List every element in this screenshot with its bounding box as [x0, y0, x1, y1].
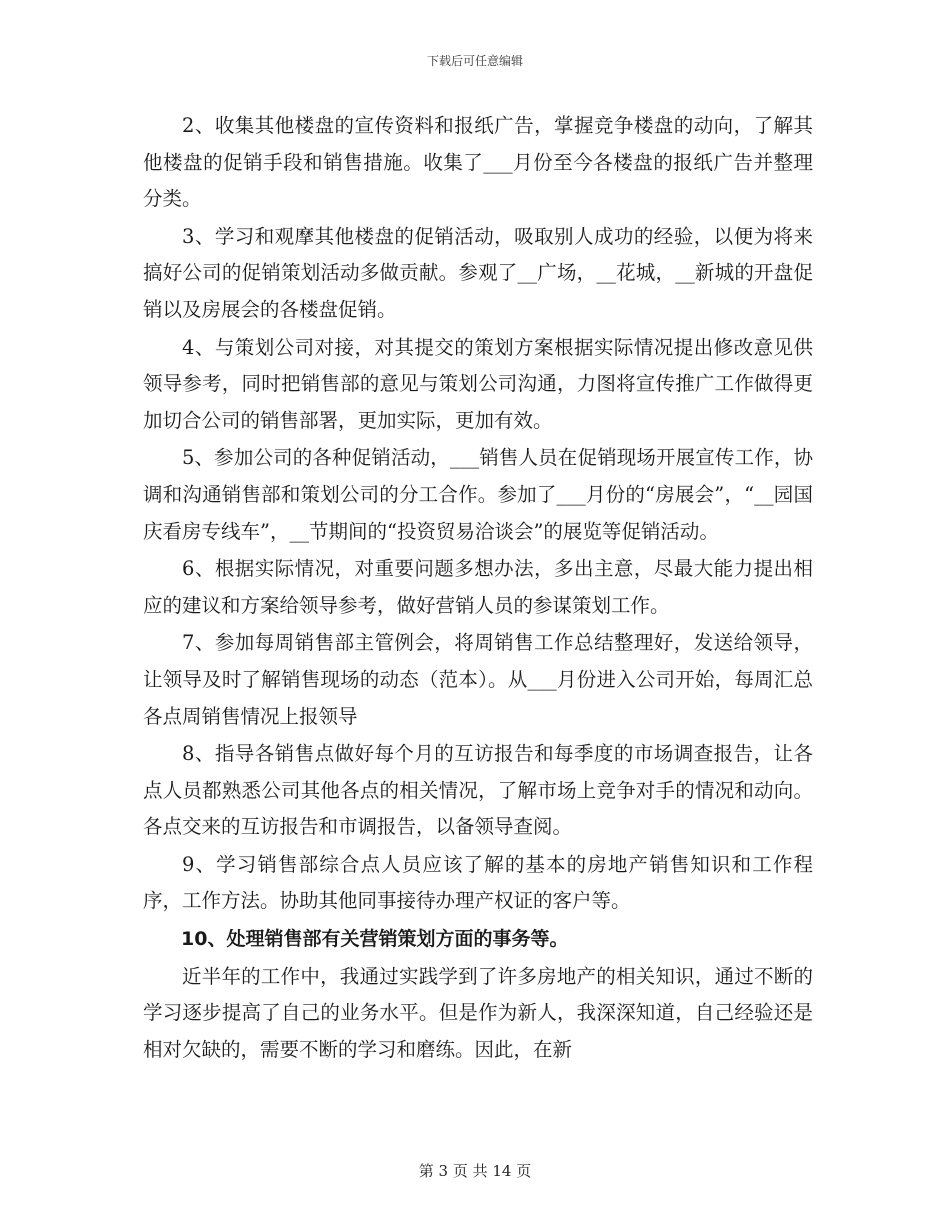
paragraph-item-5: 5、参加公司的各种促销活动，___销售人员在促销现场开展宣传工作，协调和沟通销售部和策划公司的分工合作。参加了___月份的“房展会”，“__园国庆看房专线车”，__节期间的“投资贸易洽谈会”的展览等促销活动。 — [143, 446, 813, 543]
paragraph-item-7: 7、参加每周销售部主管例会，将周销售工作总结整理好，发送给领导，让领导及时了解销售现场的动态（范本）。从___月份进入公司开始，每周汇总各点周销售情况上报领导 — [143, 631, 813, 728]
paragraph-item-2: 2、收集其他楼盘的宣传资料和报纸广告，掌握竞争楼盘的动向，了解其他楼盘的促销手段和销售措施。收集了___月份至今各楼盘的报纸广告并整理分类。 — [143, 114, 813, 211]
document-body — [143, 108, 813, 1069]
paragraph-item-9: 9、学习销售部综合点人员应该了解的基本的房地产销售知识和工作程序，工作方法。协助其他同事接待办理产权证的客户等。 — [143, 852, 813, 913]
closing-paragraph: 近半年的工作中，我通过实践学到了许多房地产的相关知识，通过不断的学习逐步提高了自己的业务水平。但是作为新人，我深深知道，自己经验还是相对欠缺的，需要不断的学习和磨练。因此，在新 — [143, 964, 813, 1061]
paragraph-item-4: 4、与策划公司对接，对其提交的策划方案根据实际情况提出修改意见供领导参考，同时把销售部的意见与策划公司沟通，力图将宣传推广工作做得更加切合公司的销售部署，更加实际，更加有效。 — [143, 335, 813, 432]
page-header-note: 下载后可任意编辑 — [426, 54, 523, 68]
paragraph-item-8: 8、指导各销售点做好每个月的互访报告和每季度的市场调查报告，让各点人员都熟悉公司其他各点的相关情况，了解市场上竞争对手的情况和动向。各点交来的互访报告和市调报告，以备领导查阅。 — [143, 742, 813, 839]
paragraph-item-6: 6、根据实际情况，对重要问题多想办法，多出主意，尽最大能力提出相应的建议和方案给领导参考，做好营销人员的参谋策划工作。 — [143, 557, 813, 617]
paragraph-item-10-bold: 10、处理销售部有关营销策划方面的事务等。 — [181, 928, 569, 951]
paragraph-item-3: 3、学习和观摩其他楼盘的促销活动，吸取别人成功的经验，以便为将来搞好公司的促销策划活动多做贡献。参观了__广场，__花城，__新城的开盘促销以及房展会的各楼盘促销。 — [143, 224, 813, 321]
page-number-footer: 第 3 页 共 14 页 — [418, 1162, 532, 1180]
